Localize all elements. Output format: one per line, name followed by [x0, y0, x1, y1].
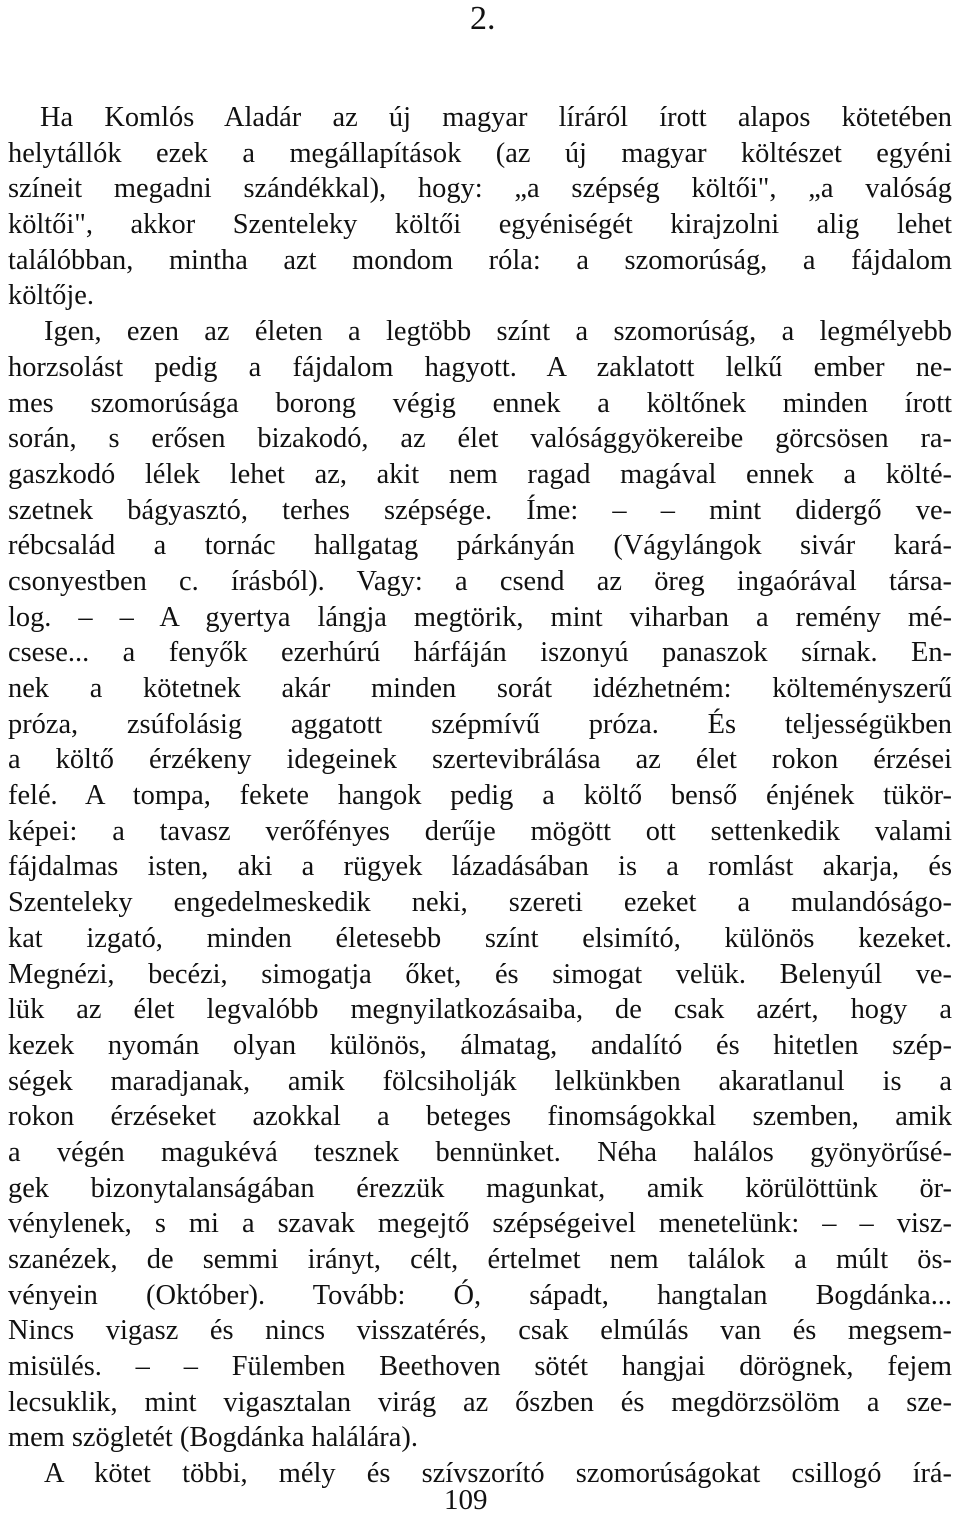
text-line: a végén magukévá tesznek bennünket. Néha halálos gyönyörűsé- — [8, 1136, 952, 1168]
text-line: lük az élet legvalóbb megnyilatkozásaiba, de csak azért, hogy a — [8, 994, 952, 1026]
text-line: mem szögletét (Bogdánka halálára). — [8, 1422, 418, 1454]
text-line: a költő érzékeny idegeinek szertevibrálása az élet rokon érzései — [8, 744, 952, 776]
text-line: misülés. – – Fülemben Beethoven sötét hangjai dörögnek, fejem — [8, 1351, 952, 1383]
text-line: vénylenek, s mi a szavak megejtő szépségeivel menetelünk: – – visz- — [8, 1208, 952, 1240]
text-line: Szenteleky engedelmeskedik neki, szereti ezeket a mulandóságo- — [8, 887, 952, 919]
text-line: költője. — [8, 280, 94, 312]
text-line: képei: a tavasz verőfényes derűje mögött ott settenkedik valami — [8, 815, 952, 847]
page-body — [8, 100, 952, 1492]
text-line: nek a kötetnek akár minden sorát idézhetném: költeményszerű — [8, 673, 952, 704]
text-line: szanézek, de semmi irányt, célt, értelmet nem találok a múlt ös- — [8, 1244, 952, 1275]
text-line: gaszkodó lélek lehet az, akit nem ragad magával ennek a költé- — [8, 458, 952, 490]
text-line: csonyestben c. írásból). Vagy: a csend az öreg ingaórával társa- — [8, 565, 952, 597]
text-line: Nincs vigasz és nincs visszatérés, csak elmúlás van és megsem- — [8, 1315, 952, 1347]
text-line: kezek nyomán olyan különös, álmatag, andalító és hitetlen szép- — [8, 1029, 952, 1061]
text-line: Igen, ezen az életen a legtöbb színt a szomorúság, a legmélyebb — [44, 316, 952, 348]
text-line: szetnek bágyasztó, terhes szépsége. Íme: – – mint didergő ve- — [8, 494, 952, 526]
text-line: rébcsalád a tornác hallgatag párkányán (Vágylángok sivár kará- — [8, 530, 952, 562]
text-line: log. – – A gyertya lángja megtörik, mint viharban a remény mé- — [8, 601, 952, 633]
text-line: lecsuklik, mint vigasztalan virág az őszben és megdörzsölöm a sze- — [8, 1386, 952, 1418]
page-number: 109 — [444, 1484, 488, 1516]
text-line: próza, zsúfolásig aggatott szépmívű próza. És teljességükben — [8, 708, 952, 740]
text-line: találóbban, mintha azt mondom róla: a szomorúság, a fájdalom — [8, 244, 952, 276]
text-line: horzsolást pedig a fájdalom hagyott. A zaklatott lelkű ember ne- — [8, 351, 952, 383]
text-line: költői", akkor Szenteleky költői egyéniségét kirajzolni alig lehet — [8, 209, 952, 241]
text-line: során, s erősen bizakodó, az élet valósággyökereibe görcsösen ra- — [8, 423, 952, 455]
text-line: A kötet többi, mély és szívszorító szomorúságokat csillogó írá- — [44, 1458, 952, 1490]
text-line: mes szomorúsága borong végig ennek a költőnek minden írott — [8, 387, 952, 419]
text-line: rokon érzéseket azokkal a beteges finomságokkal szemben, amik — [8, 1101, 952, 1133]
text-line: csese... a fenyők ezerhúrú hárfáján iszonyú panaszok sírnak. En- — [8, 637, 952, 669]
text-line: Ha Komlós Aladár az új magyar líráról írott alapos kötetében — [40, 102, 952, 133]
text-line: gek bizonytalanságában érezzük magunkat, amik körülöttünk ör- — [8, 1172, 952, 1204]
section-number: 2. — [470, 0, 496, 37]
text-line: felé. A tompa, fekete hangok pedig a költő benső énjének tükör- — [8, 780, 952, 812]
text-line: színeit megadni szándékkal), hogy: „a szépség költői", „a valóság — [8, 173, 952, 205]
text-line: ségek maradjanak, amik fölcsiholják lelkünkben akaratlanul is a — [8, 1065, 952, 1097]
text-line: vényein (Október). Tovább: Ó, sápadt, hangtalan Bogdánka... — [8, 1279, 952, 1311]
text-line: Megnézi, becézi, simogatja őket, és simogat velük. Belenyúl ve- — [8, 958, 952, 990]
text-line: fájdalmas isten, aki a rügyek lázadásában is a romlást akarja, és — [8, 851, 952, 883]
text-line: kat izgató, minden életesebb színt elsimító, különös kezeket. — [8, 922, 952, 954]
text-line: helytállók ezek a megállapítások (az új magyar költészet egyéni — [8, 137, 952, 169]
